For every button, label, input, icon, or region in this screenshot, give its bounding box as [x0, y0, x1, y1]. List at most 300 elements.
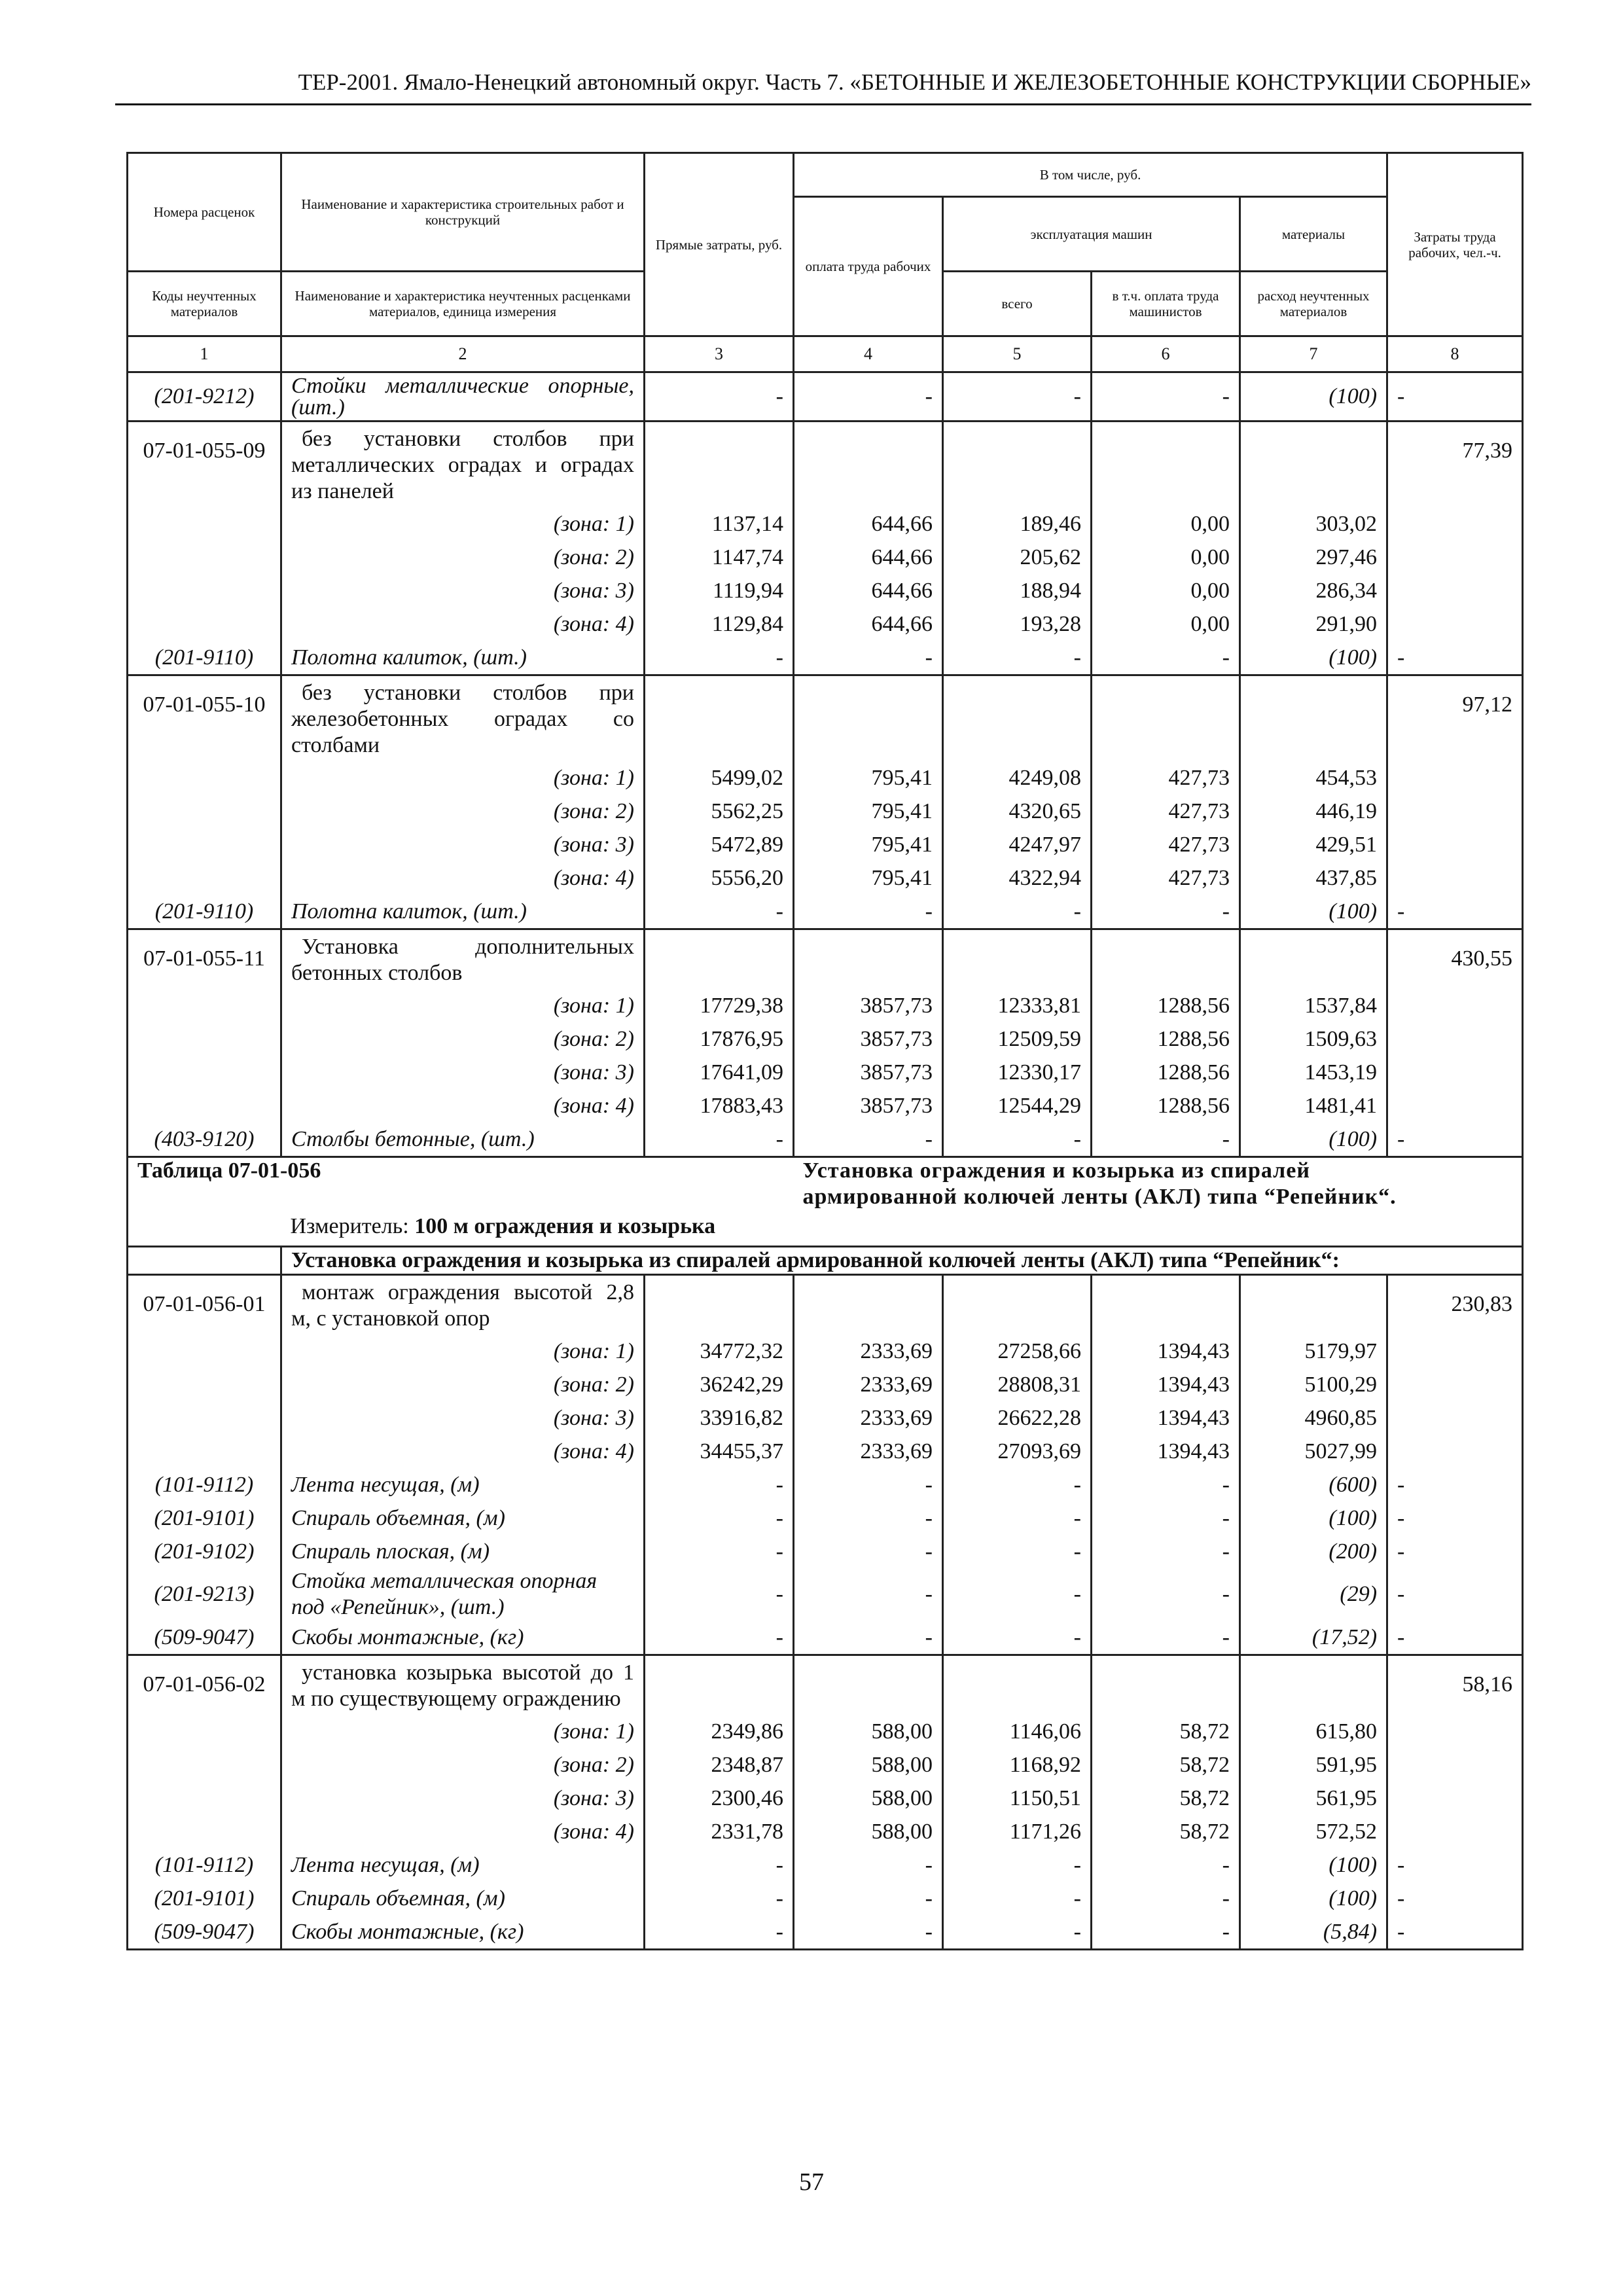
material-name: Столбы бетонные, (шт.) [281, 1122, 645, 1157]
material-wages: - [794, 1122, 943, 1157]
empty-cell [1240, 1655, 1387, 1715]
material-wages: - [794, 1568, 943, 1621]
col-number: 6 [1092, 336, 1240, 372]
work-name: установка козырька высотой до 1 м по существующему ограждению [281, 1655, 645, 1715]
material-name: Спираль объемная, (м) [281, 1501, 645, 1535]
material-consumption: (100) [1240, 1882, 1387, 1915]
wages: 2333,69 [794, 1401, 943, 1435]
material-wages: - [794, 1468, 943, 1501]
material-labor: - [1387, 1882, 1523, 1915]
direct-costs: 34772,32 [645, 1335, 794, 1368]
materials-cost: 1453,19 [1240, 1056, 1387, 1089]
machine-operators-wages: 1288,56 [1092, 1022, 1240, 1056]
empty-cell [128, 828, 281, 861]
material-labor: - [1387, 641, 1523, 675]
machine-operators-wages: 0,00 [1092, 607, 1240, 641]
machines-total: 205,62 [943, 541, 1092, 574]
zone-label: (зона: 3) [281, 828, 645, 861]
zone-row [128, 1435, 1523, 1468]
direct-costs: 1137,14 [645, 507, 794, 541]
material-machines: - [943, 1848, 1092, 1882]
material-operators: - [1092, 1882, 1240, 1915]
material-name: Полотна калиток, (шт.) [281, 895, 645, 929]
col2-bottom: Наименование и характеристика неучтенных расценками материалов, единица измерения [281, 272, 645, 336]
material-machines: - [943, 1122, 1092, 1157]
material-name: Спираль объемная, (м) [281, 1882, 645, 1915]
col-number: 4 [794, 336, 943, 372]
material-row [128, 372, 1523, 422]
wages: 2333,69 [794, 1368, 943, 1401]
machine-operators-wages: 427,73 [1092, 761, 1240, 795]
col1-top: Номера расценок [128, 153, 281, 272]
materials-cost: 572,52 [1240, 1815, 1387, 1848]
col6-header: в т.ч. оплата труда машинистов [1092, 272, 1240, 336]
machines-total: 12509,59 [943, 1022, 1092, 1056]
header-rule [115, 103, 1531, 105]
labor-cost: 430,55 [1387, 929, 1523, 990]
wages: 644,66 [794, 507, 943, 541]
zone-row [128, 1401, 1523, 1435]
machine-operators-wages: 427,73 [1092, 861, 1240, 895]
zone-label: (зона: 2) [281, 795, 645, 828]
empty-cell [1387, 828, 1523, 861]
materials-cost: 454,53 [1240, 761, 1387, 795]
empty-cell [1387, 1089, 1523, 1122]
rate-code: 07-01-056-02 [128, 1655, 281, 1715]
material-consumption: (100) [1240, 1501, 1387, 1535]
rates-table [126, 152, 1524, 1950]
rate-row [128, 675, 1523, 762]
empty-cell [128, 1089, 281, 1122]
col8-header: Затраты труда рабочих, чел.-ч. [1387, 153, 1523, 336]
empty-cell [1387, 1368, 1523, 1401]
empty-cell [1387, 1401, 1523, 1435]
column-numbers-row [128, 336, 1523, 372]
zone-row [128, 1782, 1523, 1815]
running-header: ТЕР-2001. Ямало-Ненецкий автономный округ. Часть 7. «БЕТОННЫЕ И ЖЕЛЕЗОБЕТОННЫЕ КОНСТРУКЦИИ СБОРНЫЕ» [298, 69, 1531, 95]
material-labor: - [1387, 372, 1523, 422]
measure-label: Измеритель: [290, 1214, 409, 1238]
material-labor: - [1387, 1468, 1523, 1501]
material-machines: - [943, 895, 1092, 929]
material-code: (201-9102) [128, 1535, 281, 1568]
col7-header: расход неучтенных материалов [1240, 272, 1387, 336]
machines-total: 1171,26 [943, 1815, 1092, 1848]
empty-cell [128, 1782, 281, 1815]
empty-cell [1387, 574, 1523, 607]
material-operators: - [1092, 1621, 1240, 1655]
work-name: монтаж ограждения высотой 2,8 м, с установкой опор [281, 1275, 645, 1335]
empty-cell [128, 1056, 281, 1089]
group-header: В том числе, руб. [794, 153, 1387, 197]
material-consumption: (29) [1240, 1568, 1387, 1621]
empty-cell [128, 574, 281, 607]
zone-label: (зона: 2) [281, 1368, 645, 1401]
machine-operators-wages: 58,72 [1092, 1748, 1240, 1782]
empty-cell [128, 1401, 281, 1435]
empty-cell [1387, 507, 1523, 541]
machine-operators-wages: 1288,56 [1092, 1056, 1240, 1089]
empty-cell [794, 422, 943, 508]
machines-total: 27093,69 [943, 1435, 1092, 1468]
zone-label: (зона: 2) [281, 1022, 645, 1056]
material-labor: - [1387, 1621, 1523, 1655]
materials-cost: 286,34 [1240, 574, 1387, 607]
material-wages: - [794, 1915, 943, 1950]
zone-row [128, 507, 1523, 541]
table-title: Установка ограждения и козырька из спиралей армированной колючей ленты (АКЛ) типа “Репейник“. [794, 1157, 1523, 1211]
machines-total: 12333,81 [943, 989, 1092, 1022]
col1-bottom: Коды неучтенных материалов [128, 272, 281, 336]
machines-total: 188,94 [943, 574, 1092, 607]
material-code: (201-9110) [128, 641, 281, 675]
material-wages: - [794, 1501, 943, 1535]
machines-header: эксплуатация машин [943, 197, 1240, 272]
labor-cost: 58,16 [1387, 1655, 1523, 1715]
empty-cell [1092, 1655, 1240, 1715]
materials-cost: 437,85 [1240, 861, 1387, 895]
empty-cell [1387, 989, 1523, 1022]
col-number: 5 [943, 336, 1092, 372]
material-code: (201-9101) [128, 1501, 281, 1535]
material-wages: - [794, 372, 943, 422]
material-name: Лента несущая, (м) [281, 1468, 645, 1501]
material-code: (509-9047) [128, 1915, 281, 1950]
measure [281, 1210, 1523, 1247]
machine-operators-wages: 1288,56 [1092, 989, 1240, 1022]
wages: 3857,73 [794, 1089, 943, 1122]
wages: 795,41 [794, 795, 943, 828]
material-direct: - [645, 1882, 794, 1915]
materials-cost: 1537,84 [1240, 989, 1387, 1022]
empty-cell [128, 1748, 281, 1782]
rate-code: 07-01-055-09 [128, 422, 281, 508]
empty-cell [128, 1815, 281, 1848]
zone-row [128, 574, 1523, 607]
material-direct: - [645, 1122, 794, 1157]
empty-cell [943, 675, 1092, 762]
materials-cost: 561,95 [1240, 1782, 1387, 1815]
machine-operators-wages: 1394,43 [1092, 1335, 1240, 1368]
material-direct: - [645, 1915, 794, 1950]
col-number: 7 [1240, 336, 1387, 372]
empty-cell [1092, 675, 1240, 762]
empty-cell [943, 1655, 1092, 1715]
material-row [128, 1621, 1523, 1655]
empty-cell [128, 1435, 281, 1468]
rate-row [128, 929, 1523, 990]
wages: 795,41 [794, 761, 943, 795]
machine-operators-wages: 427,73 [1092, 795, 1240, 828]
materials-cost: 591,95 [1240, 1748, 1387, 1782]
zone-row [128, 861, 1523, 895]
material-labor: - [1387, 1535, 1523, 1568]
rate-code: 07-01-055-11 [128, 929, 281, 990]
empty-cell [1387, 1748, 1523, 1782]
measure-value: 100 м ограждения и козырька [414, 1214, 716, 1238]
wages: 795,41 [794, 828, 943, 861]
material-consumption: (17,52) [1240, 1621, 1387, 1655]
materials-cost: 5027,99 [1240, 1435, 1387, 1468]
material-machines: - [943, 1621, 1092, 1655]
material-operators: - [1092, 1535, 1240, 1568]
material-wages: - [794, 641, 943, 675]
empty-cell [128, 1715, 281, 1748]
material-name: Полотна калиток, (шт.) [281, 641, 645, 675]
machine-operators-wages: 0,00 [1092, 507, 1240, 541]
machines-total: 4320,65 [943, 795, 1092, 828]
material-row [128, 1882, 1523, 1915]
zone-row [128, 1335, 1523, 1368]
empty-cell [1387, 1056, 1523, 1089]
direct-costs: 34455,37 [645, 1435, 794, 1468]
direct-costs: 1147,74 [645, 541, 794, 574]
direct-costs: 36242,29 [645, 1368, 794, 1401]
zone-label: (зона: 1) [281, 989, 645, 1022]
material-machines: - [943, 1468, 1092, 1501]
material-name: Стойки металлические опорные, (шт.) [281, 372, 645, 422]
table-title-row [128, 1157, 1523, 1211]
empty-cell [1387, 1815, 1523, 1848]
empty-cell [128, 541, 281, 574]
empty-cell [128, 607, 281, 641]
zone-row [128, 1056, 1523, 1089]
empty-cell [794, 1655, 943, 1715]
material-labor: - [1387, 1501, 1523, 1535]
rate-row [128, 1655, 1523, 1715]
empty-cell [128, 1247, 281, 1275]
empty-cell [794, 675, 943, 762]
material-direct: - [645, 1501, 794, 1535]
material-name: Скобы монтажные, (кг) [281, 1915, 645, 1950]
material-consumption: (100) [1240, 1848, 1387, 1882]
zone-label: (зона: 1) [281, 507, 645, 541]
labor-cost: 230,83 [1387, 1275, 1523, 1335]
subheading: Установка ограждения и козырька из спиралей армированной колючей ленты (АКЛ) типа “Репейник“: [281, 1247, 1523, 1275]
col-number: 8 [1387, 336, 1523, 372]
materials-cost: 297,46 [1240, 541, 1387, 574]
zone-label: (зона: 1) [281, 1715, 645, 1748]
material-row [128, 1468, 1523, 1501]
machines-total: 4322,94 [943, 861, 1092, 895]
material-row [128, 1501, 1523, 1535]
zone-label: (зона: 1) [281, 761, 645, 795]
zone-label: (зона: 3) [281, 1056, 645, 1089]
empty-cell [1387, 607, 1523, 641]
machine-operators-wages: 1394,43 [1092, 1368, 1240, 1401]
material-machines: - [943, 641, 1092, 675]
material-machines: - [943, 1915, 1092, 1950]
wages: 588,00 [794, 1748, 943, 1782]
zone-label: (зона: 2) [281, 1748, 645, 1782]
material-machines: - [943, 1882, 1092, 1915]
empty-cell [1387, 541, 1523, 574]
col-number: 3 [645, 336, 794, 372]
wages: 2333,69 [794, 1435, 943, 1468]
wages: 644,66 [794, 574, 943, 607]
material-code: (201-9101) [128, 1882, 281, 1915]
zone-row [128, 989, 1523, 1022]
direct-costs: 2348,87 [645, 1748, 794, 1782]
empty-cell [943, 929, 1092, 990]
direct-costs: 1129,84 [645, 607, 794, 641]
wages: 588,00 [794, 1715, 943, 1748]
material-wages: - [794, 1621, 943, 1655]
empty-cell [1240, 675, 1387, 762]
material-consumption: (100) [1240, 1122, 1387, 1157]
material-operators: - [1092, 1468, 1240, 1501]
zone-row [128, 1022, 1523, 1056]
zone-row [128, 795, 1523, 828]
material-consumption: (100) [1240, 641, 1387, 675]
labor-cost: 97,12 [1387, 675, 1523, 762]
materials-cost: 1509,63 [1240, 1022, 1387, 1056]
machines-total: 12544,29 [943, 1089, 1092, 1122]
material-labor: - [1387, 895, 1523, 929]
material-row [128, 1535, 1523, 1568]
material-code: (201-9213) [128, 1568, 281, 1621]
direct-costs: 5472,89 [645, 828, 794, 861]
material-wages: - [794, 895, 943, 929]
direct-costs: 2349,86 [645, 1715, 794, 1748]
direct-costs: 5556,20 [645, 861, 794, 895]
material-operators: - [1092, 1501, 1240, 1535]
empty-cell [1240, 1275, 1387, 1335]
machine-operators-wages: 1394,43 [1092, 1435, 1240, 1468]
zone-label: (зона: 4) [281, 1089, 645, 1122]
machines-total: 1146,06 [943, 1715, 1092, 1748]
zone-label: (зона: 3) [281, 1401, 645, 1435]
machine-operators-wages: 1288,56 [1092, 1089, 1240, 1122]
empty-cell [645, 422, 794, 508]
empty-cell [128, 1368, 281, 1401]
material-row [128, 895, 1523, 929]
material-wages: - [794, 1535, 943, 1568]
machine-operators-wages: 58,72 [1092, 1782, 1240, 1815]
material-row [128, 1915, 1523, 1950]
direct-costs: 5499,02 [645, 761, 794, 795]
machine-operators-wages: 58,72 [1092, 1815, 1240, 1848]
material-machines: - [943, 1535, 1092, 1568]
empty-cell [1387, 1022, 1523, 1056]
zone-row [128, 1748, 1523, 1782]
machines-total: 28808,31 [943, 1368, 1092, 1401]
direct-costs: 5562,25 [645, 795, 794, 828]
material-direct: - [645, 372, 794, 422]
wages: 588,00 [794, 1782, 943, 1815]
col2-top: Наименование и характеристика строительных работ и конструкций [281, 153, 645, 272]
zone-label: (зона: 1) [281, 1335, 645, 1368]
material-machines: - [943, 1501, 1092, 1535]
col3-header: Прямые затраты, руб. [645, 153, 794, 336]
machines-total: 193,28 [943, 607, 1092, 641]
empty-cell [1092, 929, 1240, 990]
machine-operators-wages: 0,00 [1092, 541, 1240, 574]
direct-costs: 17641,09 [645, 1056, 794, 1089]
machines-total: 4247,97 [943, 828, 1092, 861]
material-operators: - [1092, 1568, 1240, 1621]
empty-cell [1387, 761, 1523, 795]
empty-cell [645, 1655, 794, 1715]
empty-cell [128, 1335, 281, 1368]
material-name: Спираль плоская, (м) [281, 1535, 645, 1568]
material-wages: - [794, 1882, 943, 1915]
empty-cell [128, 861, 281, 895]
materials-header: материалы [1240, 197, 1387, 272]
col5-header: всего [943, 272, 1092, 336]
material-code: (403-9120) [128, 1122, 281, 1157]
direct-costs: 1119,94 [645, 574, 794, 607]
zone-row [128, 828, 1523, 861]
wages: 3857,73 [794, 1056, 943, 1089]
work-name: без установки столбов при металлических оградах и оградах из панелей [281, 422, 645, 508]
table-number: Таблица 07-01-056 [128, 1157, 794, 1211]
empty-cell [1387, 1435, 1523, 1468]
empty-cell [128, 795, 281, 828]
material-operators: - [1092, 372, 1240, 422]
material-code: (101-9112) [128, 1468, 281, 1501]
rate-code: 07-01-056-01 [128, 1275, 281, 1335]
col4-header: оплата труда рабочих [794, 197, 943, 336]
material-direct: - [645, 895, 794, 929]
material-machines: - [943, 1568, 1092, 1621]
zone-label: (зона: 4) [281, 1815, 645, 1848]
empty-cell [645, 1275, 794, 1335]
zone-row [128, 1368, 1523, 1401]
materials-cost: 429,51 [1240, 828, 1387, 861]
material-row [128, 641, 1523, 675]
zone-row [128, 541, 1523, 574]
empty-cell [128, 761, 281, 795]
wages: 588,00 [794, 1815, 943, 1848]
material-code: (101-9112) [128, 1848, 281, 1882]
material-code: (201-9212) [128, 372, 281, 422]
materials-cost: 291,90 [1240, 607, 1387, 641]
materials-cost: 303,02 [1240, 507, 1387, 541]
empty-cell [645, 675, 794, 762]
materials-cost: 446,19 [1240, 795, 1387, 828]
empty-cell [1387, 1782, 1523, 1815]
empty-cell [1240, 929, 1387, 990]
empty-cell [1387, 795, 1523, 828]
empty-cell [1240, 422, 1387, 508]
material-labor: - [1387, 1848, 1523, 1882]
empty-cell [1387, 1335, 1523, 1368]
empty-cell [794, 1275, 943, 1335]
work-name: без установки столбов при железобетонных оградах со столбами [281, 675, 645, 762]
zone-row [128, 1089, 1523, 1122]
direct-costs: 2331,78 [645, 1815, 794, 1848]
direct-costs: 17729,38 [645, 989, 794, 1022]
empty-cell [128, 1022, 281, 1056]
wages: 795,41 [794, 861, 943, 895]
zone-label: (зона: 2) [281, 541, 645, 574]
machines-total: 26622,28 [943, 1401, 1092, 1435]
material-machines: - [943, 372, 1092, 422]
material-row [128, 1848, 1523, 1882]
machines-total: 27258,66 [943, 1335, 1092, 1368]
material-operators: - [1092, 1915, 1240, 1950]
material-row [128, 1122, 1523, 1157]
material-direct: - [645, 1621, 794, 1655]
material-operators: - [1092, 641, 1240, 675]
wages: 3857,73 [794, 1022, 943, 1056]
materials-cost: 615,80 [1240, 1715, 1387, 1748]
zone-row [128, 1815, 1523, 1848]
wages: 644,66 [794, 541, 943, 574]
empty-cell [128, 507, 281, 541]
material-consumption: (100) [1240, 372, 1387, 422]
